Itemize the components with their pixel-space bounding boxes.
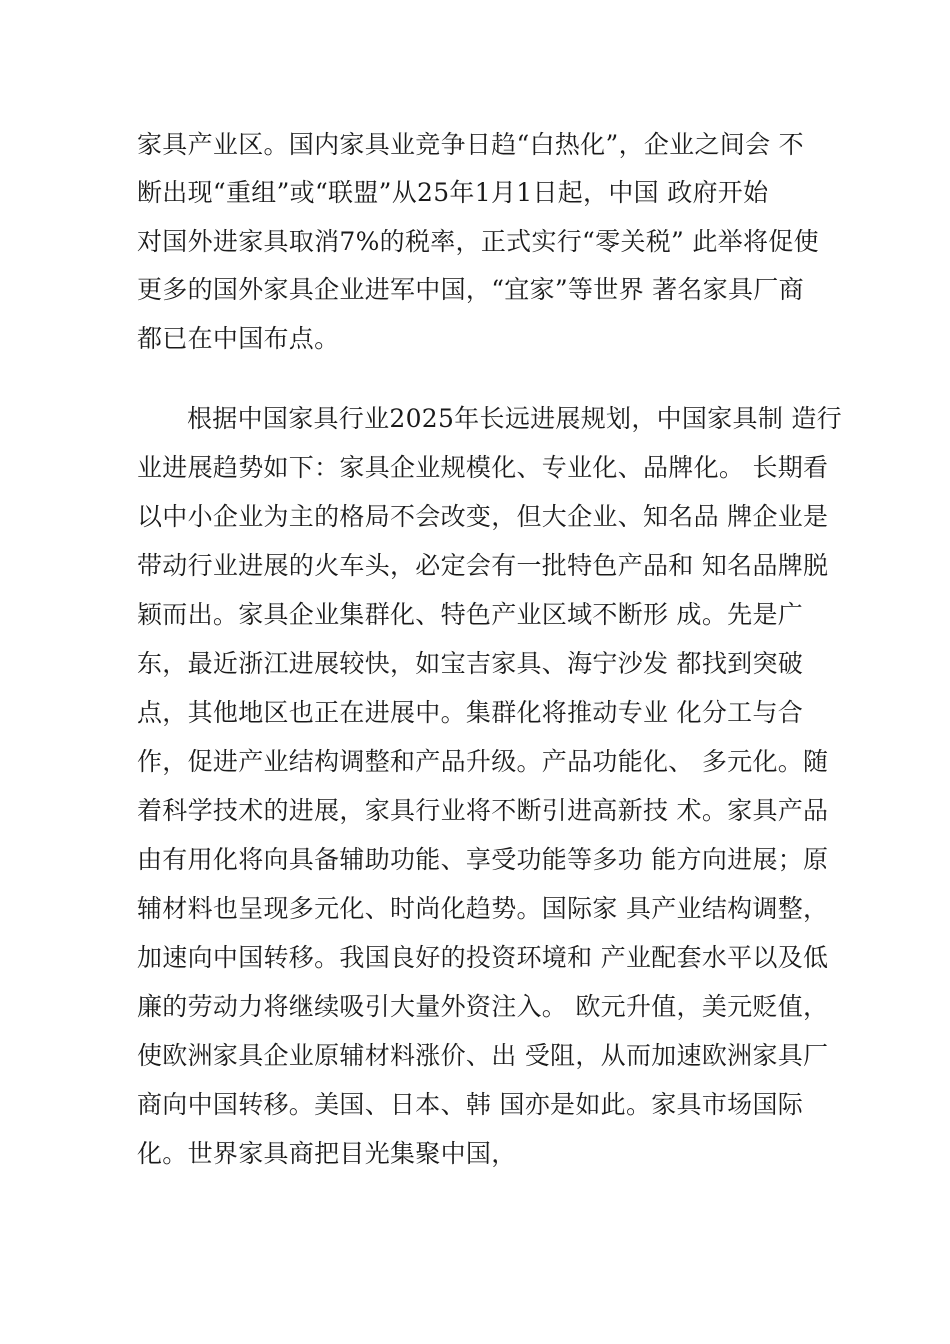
paragraph-1-line-4: 更多的国外家具企业进军中国，“宜家”等世界 著名家具厂商 [137,275,804,304]
paragraph-1-line-3: 对国外进家具取消7%的税率，正式实行“零关税” 此举将促使 [137,227,819,256]
paragraph-2-line-7: 点，其他地区也正在进展中。集群化将推动专业 化分工与合 [137,698,804,727]
paragraph-1-line-5: 都已在中国布点。 [137,324,340,353]
paragraph-2-line-5: 颖而出。家具企业集群化、特色产业区域不断形 成。先是广 [137,600,804,629]
paragraph-2-line-11: 辅材料也呈现多元化、时尚化趋势。国际家 具产业结构调整， [137,894,829,923]
paragraph-2-line-14: 使欧洲家具企业原辅材料涨价、出 受阻，从而加速欧洲家具厂 [137,1041,829,1070]
paragraph-2-line-1: 根据中国家具行业2025年长远进展规划，中国家具制 造行 [187,404,842,433]
paragraph-2-line-10: 由有用化将向具备辅助功能、享受功能等多功 能方向进展；原 [137,845,829,874]
paragraph-2-line-9: 着科学技术的进展，家具行业将不断引进高新技 术。家具产品 [137,796,829,825]
paragraph-2-line-2: 业进展趋势如下：家具企业规模化、专业化、品牌化。 长期看 [137,453,829,482]
paragraph-1-line-1: 家具产业区。国内家具业竞争日趋“白热化”，企业之间会 不 [137,130,804,159]
paragraph-1-line-2: 断出现“重组”或“联盟”从25年1月1日起，中国 政府开始 [137,178,769,207]
paragraph-2-line-3: 以中小企业为主的格局不会改变，但大企业、知名品 牌企业是 [137,502,829,531]
paragraph-2-line-15: 商向中国转移。美国、日本、韩 国亦是如此。家具市场国际 [137,1090,804,1119]
paragraph-2-line-16: 化。世界家具商把目光集聚中国， [137,1139,517,1168]
paragraph-2-line-12: 加速向中国转移。我国良好的投资环境和 产业配套水平以及低 [137,943,829,972]
paragraph-2-line-8: 作，促进产业结构调整和产品升级。产品功能化、 多元化。随 [137,747,829,776]
paragraph-2-line-13: 廉的劳动力将继续吸引大量外资注入。 欧元升值，美元贬值， [137,992,829,1021]
paragraph-2-line-6: 东，最近浙江进展较快，如宝吉家具、海宁沙发 都找到突破 [137,649,804,678]
paragraph-2-line-4: 带动行业进展的火车头，必定会有一批特色产品和 知名品牌脱 [137,551,829,580]
